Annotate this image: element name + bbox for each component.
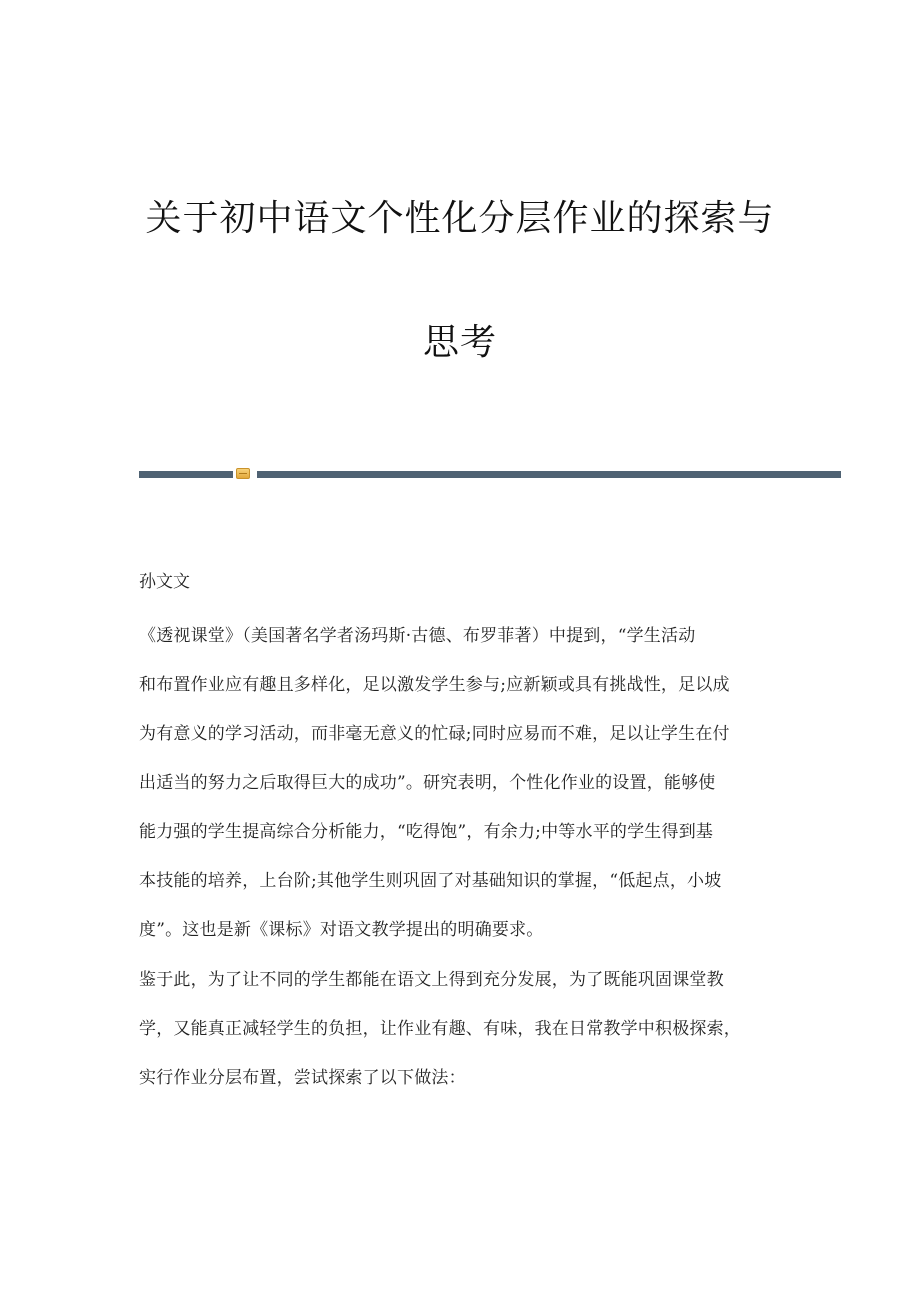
document-title-line-2: 思考 (422, 322, 497, 363)
paragraph-line: 度”。这也是新《课标》对语文教学提出的明确要求。 (139, 920, 544, 940)
paragraph-line: 能力强的学生提高综合分析能力，“吃得饱”，有余力;中等水平的学生得到基 (139, 822, 714, 842)
body-paragraph-2 (139, 956, 784, 1103)
divider-bar-right (257, 471, 841, 478)
paragraph-line: 实行作业分层布置，尝试探索了以下做法： (139, 1068, 466, 1088)
divider-emblem-icon (236, 468, 250, 479)
divider-bar-left (139, 471, 233, 478)
paragraph-line: 《透视课堂》（美国著名学者汤玛斯·古德、布罗菲著）中提到，“学生活动 (139, 626, 696, 646)
title-divider (139, 466, 841, 482)
paragraph-line: 本技能的培养，上台阶;其他学生则巩固了对基础知识的掌握，“低起点，小坡 (139, 871, 722, 891)
paragraph-line: 鉴于此，为了让不同的学生都能在语文上得到充分发展，为了既能巩固课堂教 (139, 970, 724, 990)
paragraph-line: 为有意义的学习活动，而非毫无意义的忙碌;同时应易而不难，足以让学生在付 (139, 724, 730, 744)
body-paragraph-1 (139, 612, 784, 955)
document-title-line-1: 关于初中语文个性化分层作业的探索与 (145, 198, 775, 239)
author-name: 孙文文 (139, 572, 190, 592)
paragraph-line: 和布置作业应有趣且多样化，足以激发学生参与;应新颖或具有挑战性，足以成 (139, 675, 730, 695)
paragraph-line: 学，又能真正减轻学生的负担，让作业有趣、有味，我在日常教学中积极探索， (139, 1019, 741, 1039)
paragraph-line: 出适当的努力之后取得巨大的成功”。研究表明，个性化作业的设置，能够使 (139, 773, 716, 793)
